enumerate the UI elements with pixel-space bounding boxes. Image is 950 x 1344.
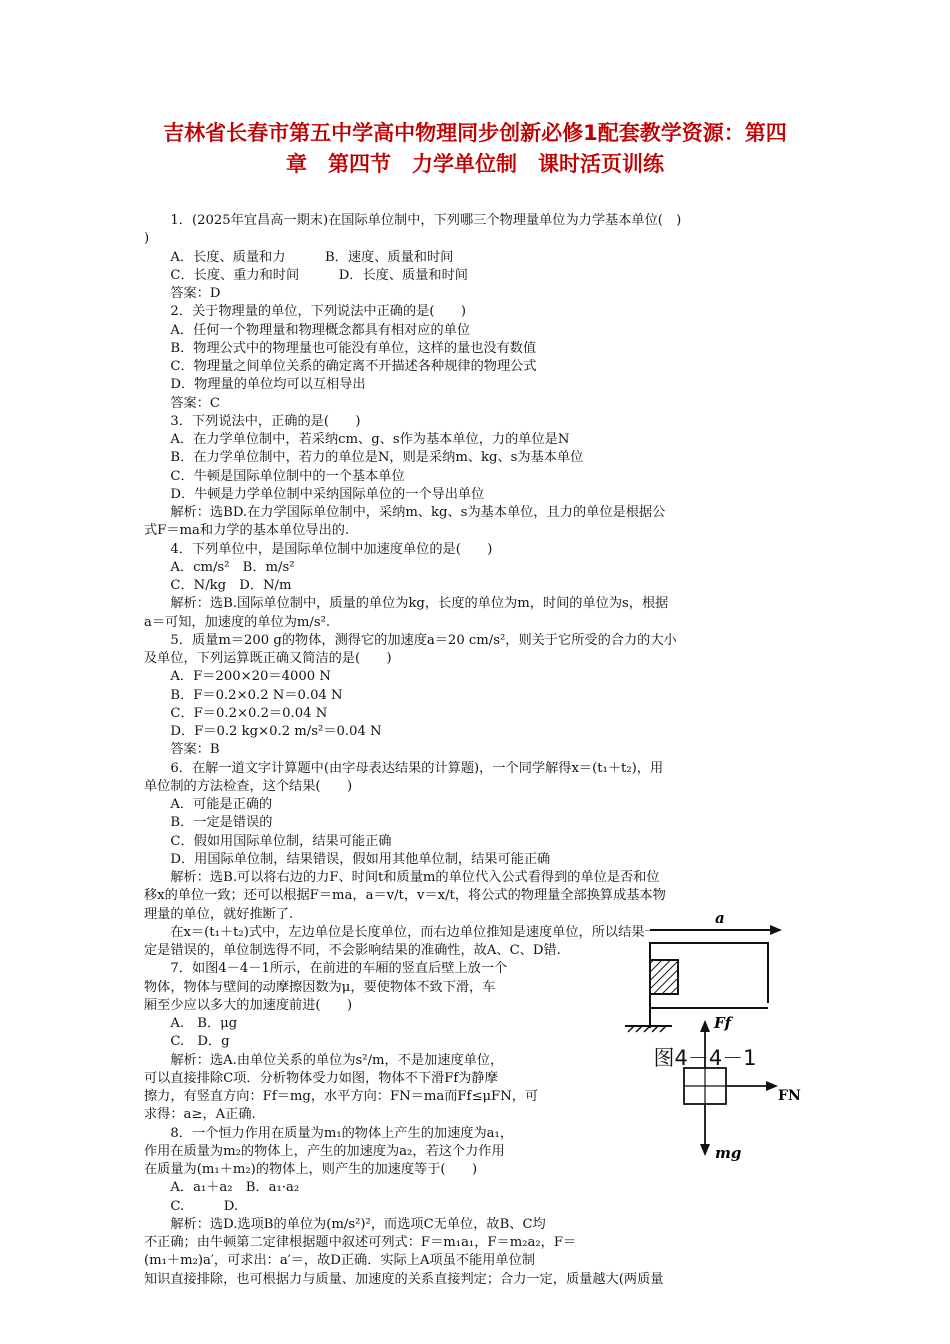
text-line: D．F＝0.2 kg×0.2 m/s²＝0.04 N [144,724,382,739]
text-line: 在质量为(m₁＋m₂)的物体上，则产生的加速度等于( ) [144,1162,478,1177]
text-line: 4．下列单位中，是国际单位制中加速度单位的是( ) [144,541,493,557]
text-line: 可以直接排除C项．分析物体受力如图，物体不下滑Ff为静摩 [144,1070,498,1086]
text-line: A．在力学单位制中，若采纳cm、g、s作为基本单位，力的单位是N [144,432,570,447]
text-line: 理量的单位，就好推断了. [144,906,294,922]
acceleration-arrowhead [770,925,782,935]
text-line: 2．关于物理量的单位，下列说法中正确的是( ) [144,304,466,320]
text-line: A．长度、质量和力 B．速度、质量和时间 [144,249,454,265]
text-line: C．F＝0.2×0.2＝0.04 N [144,705,328,721]
text-line: 式F＝ma和力学的基本单位导出的. [144,523,350,539]
text-line: C．物理量之间单位关系的确定离不开描述各种规律的物理公式 [144,359,537,374]
text-line: 解析：选BD.在力学国际单位制中，采纳m、kg、s为基本单位，且力的单位是根据公 [144,505,666,520]
text-line: 单位制的方法检查，这个结果( ) [144,778,353,794]
text-line: D．物理量的单位均可以互相导出 [144,377,366,393]
text-line: A. B．μg [144,1016,238,1031]
text-line: 5．质量m＝200 g的物体，测得它的加速度a＝20 cm/s²，则关于它所受的合力的大小 [144,632,677,648]
text-line: 答案：D [144,286,221,301]
text-line: 不正确；由牛顿第二定律根据题中叙述可列式：F＝m₁a₁，F＝m₂a₂，F＝ [144,1235,577,1250]
text-line: 知识直接排除，也可根据力与质量、加速度的关系直接判定；合力一定，质量越大(两质量 [144,1271,664,1287]
text-line: 3．下列说法中，正确的是( ) [144,413,361,429]
text-line: 8．一个恒力作用在质量为m₁的物体上产生的加速度为a₁， [144,1125,514,1141]
text-line: 答案：C [144,395,221,411]
title-line-1: 吉林省长春市第五中学高中物理同步创新必修1配套教学资源：第四 [163,121,787,145]
hatched-block [650,960,678,994]
text-line: B．一定是错误的 [144,815,273,831]
label-a: a [715,909,725,927]
text-line: C. D. [144,1198,239,1214]
figure-caption: 图4－4－1 [653,1046,757,1070]
text-line: (m₁＋m₂)a′，可求出：a′＝，故D正确．实际上A项虽不能用单位制 [144,1253,535,1269]
text-line: B．F＝0.2×0.2 N＝0.04 N [144,687,343,703]
document-title [108,118,842,180]
text-line: D．用国际单位制，结果错误，假如用其他单位制，结果可能正确 [144,851,551,867]
text-line: A．cm/s² B．m/s² [144,559,295,575]
text-line: 6．在解一道文字计算题中(由字母表达结果的计算题)，一个同学解得x＝(t₁＋t₂)，用 [144,760,664,776]
text-line: C. D．g [144,1034,230,1050]
text-line: 7．如图4－4－1所示，在前进的车厢的竖直后壁上放一个 [144,961,508,977]
label-mg: mg [715,1144,742,1162]
text-line: 解析：选D.选项B的单位为(m/s²)²，而选项C无单位，故B、C均 [144,1216,546,1232]
text-line: 解析：选B.可以将右边的力F、时间t和质量m的单位代入公式看得到的单位是否和位 [144,870,660,885]
text-line: 解析：选A.由单位关系的单位为s²/m，不是加速度单位， [144,1052,504,1068]
normal-force-arrowhead [766,1081,778,1091]
text-line: 解析：选B.国际单位制中，质量的单位为kg，长度的单位为m，时间的单位为s，根据 [144,596,669,612]
text-line: 移x的单位一致；还可以根据F＝ma，a＝v/t，v＝x/t，将公式的物理量全部换算成基本物 [144,888,666,904]
text-line: 求得：a≥，A正确. [144,1107,256,1123]
friction-arrowhead [700,1020,710,1032]
text-line: B．物理公式中的物理量也可能没有单位，这样的量也没有数值 [144,340,537,356]
text-line: 及单位，下列运算既正确又简洁的是( ) [144,651,392,666]
text-line: C．长度、重力和时间 D．长度、质量和时间 [144,267,468,283]
label-ff: Ff [714,1014,732,1032]
text-line: a＝可知，加速度的单位为m/s². [144,614,331,630]
text-line: A．可能是正确的 [144,797,273,812]
text-line: 定是错误的，单位制选得不同，不会影响结果的准确性，故A、C、D错. [144,943,561,958]
text-line: 1．(2025年宜昌高一期末)在国际单位制中，下列哪三个物理量单位为力学基本单位( ) [144,213,682,228]
text-line: D．牛顿是力学单位制中采纳国际单位的一个导出单位 [144,486,485,502]
text-line: A．a₁＋a₂ B．a₁·a₂ [144,1180,300,1196]
text-line: 在x＝(t₁＋t₂)式中，左边单位是长度单位，而右边单位推知是速度单位，所以结果一 [144,924,658,940]
text-line: A．任何一个物理量和物理概念都具有相对应的单位 [144,322,471,338]
text-line: C．假如用国际单位制，结果可能正确 [144,833,392,849]
label-fn: FN [778,1088,801,1104]
text-line: A．F＝200×20＝4000 N [144,669,331,685]
text-line: B．在力学单位制中，若力的单位是N，则是采纳m、kg、s为基本单位 [144,450,584,466]
text-line: ) [144,231,150,247]
title-line-2: 章 第四节 力学单位制 课时活页训练 [286,152,664,176]
text-line: 物体，物体与壁间的动摩擦因数为μ，要使物体不致下滑，车 [144,979,496,995]
text-line: 擦力，有竖直方向：Ff＝mg，水平方向：FN＝ma而Ff≤μFN，可 [144,1089,539,1104]
text-line: 厢至少应以多大的加速度前进( ) [144,997,353,1013]
gravity-arrowhead [700,1144,710,1156]
text-line: 作用在质量为m₂的物体上，产生的加速度为a₂，若这个力作用 [144,1143,505,1159]
text-line: C．牛顿是国际单位制中的一个基本单位 [144,468,405,484]
text-line: C．N/kg D．N/m [144,578,292,593]
text-line: 答案：B [144,742,220,758]
